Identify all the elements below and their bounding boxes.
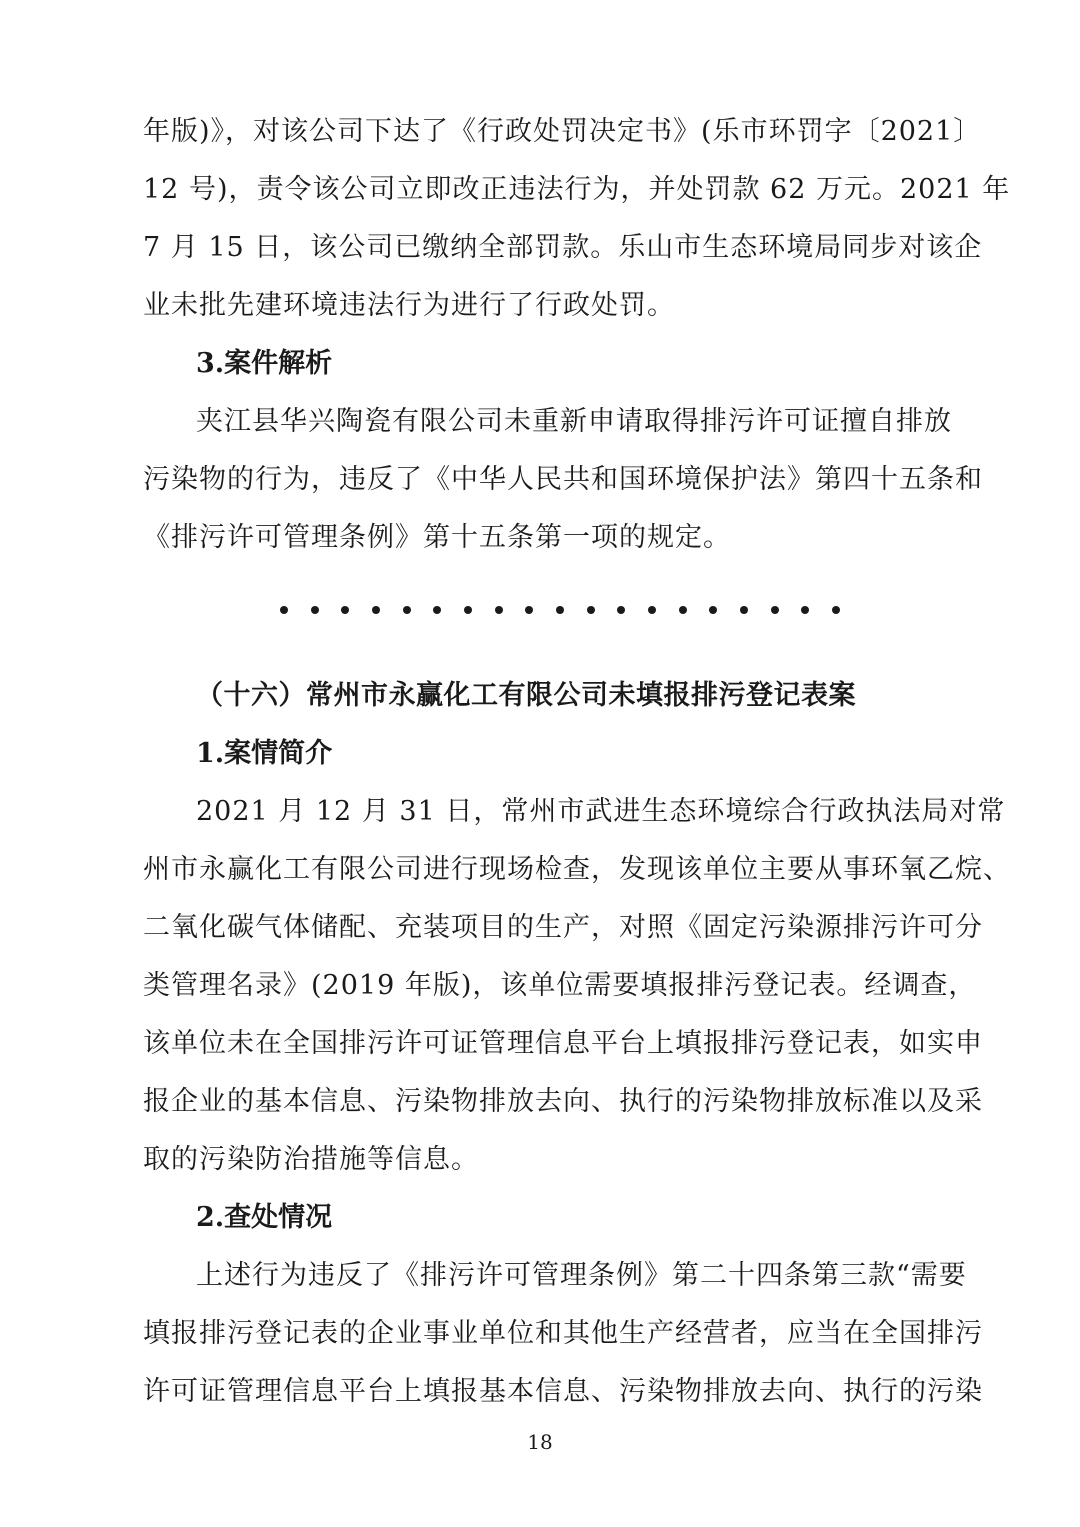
text-line: 许可证管理信息平台上填报基本信息、污染物排放去向、执行的污染 bbox=[143, 1376, 983, 1407]
divider-dot bbox=[801, 606, 809, 614]
text-line: 填报排污登记表的企业事业单位和其他生产经营者，应当在全国排污 bbox=[143, 1318, 983, 1349]
text-line: 年版)》，对该公司下达了《行政处罚决定书》(乐市环罚字〔2021〕 bbox=[143, 116, 982, 147]
section-title: （十六）常州市永赢化工有限公司未填报排污登记表案 bbox=[196, 680, 856, 711]
divider-dot bbox=[709, 606, 717, 614]
divider-dot bbox=[403, 606, 411, 614]
divider-dot bbox=[679, 606, 687, 614]
page-number: 18 bbox=[527, 1430, 553, 1454]
text-line: 夹江县华兴陶瓷有限公司未重新申请取得排污许可证擅自排放 bbox=[196, 406, 952, 437]
subheading-case-intro: 1.案情简介 bbox=[196, 738, 333, 769]
subheading-investigation: 2.查处情况 bbox=[196, 1202, 333, 1233]
text-line: 污染物的行为，违反了《中华人民共和国环境保护法》第四十五条和 bbox=[143, 464, 983, 495]
text-line: 取的污染防治措施等信息。 bbox=[143, 1144, 479, 1175]
divider-dot bbox=[587, 606, 595, 614]
dotted-divider bbox=[280, 600, 840, 620]
divider-dot bbox=[341, 606, 349, 614]
divider-dot bbox=[525, 606, 533, 614]
text-line: 业未批先建环境违法行为进行了行政处罚。 bbox=[143, 290, 675, 321]
text-line: 报企业的基本信息、污染物排放去向、执行的污染物排放标准以及采 bbox=[143, 1086, 983, 1117]
text-line: 上述行为违反了《排污许可管理条例》第二十四条第三款“需要 bbox=[196, 1260, 967, 1291]
divider-dot bbox=[740, 606, 748, 614]
divider-dot bbox=[832, 606, 840, 614]
divider-dot bbox=[311, 606, 319, 614]
divider-dot bbox=[464, 606, 472, 614]
subheading-case-analysis: 3.案件解析 bbox=[196, 348, 333, 379]
text-line: 类管理名录》(2019 年版)，该单位需要填报排污登记表。经调查， bbox=[143, 970, 977, 1001]
divider-dot bbox=[648, 606, 656, 614]
text-line: 州市永赢化工有限公司进行现场检查，发现该单位主要从事环氧乙烷、 bbox=[143, 854, 1011, 885]
divider-dot bbox=[372, 606, 380, 614]
text-line: 该单位未在全国排污许可证管理信息平台上填报排污登记表，如实申 bbox=[143, 1028, 983, 1059]
text-line: 二氧化碳气体储配、充装项目的生产，对照《固定污染源排污许可分 bbox=[143, 912, 983, 943]
divider-dot bbox=[556, 606, 564, 614]
divider-dot bbox=[280, 606, 288, 614]
divider-dot bbox=[495, 606, 503, 614]
divider-dot bbox=[771, 606, 779, 614]
text-line: 12 号)，责令该公司立即改正违法行为，并处罚款 62 万元。2021 年 bbox=[143, 174, 1011, 205]
divider-dot bbox=[617, 606, 625, 614]
text-line: 2021 月 12 月 31 日，常州市武进生态环境综合行政执法局对常 bbox=[196, 796, 1006, 827]
divider-dot bbox=[433, 606, 441, 614]
text-line: 《排污许可管理条例》第十五条第一项的规定。 bbox=[143, 522, 731, 553]
text-line: 7 月 15 日，该公司已缴纳全部罚款。乐山市生态环境局同步对该企 bbox=[143, 232, 983, 263]
